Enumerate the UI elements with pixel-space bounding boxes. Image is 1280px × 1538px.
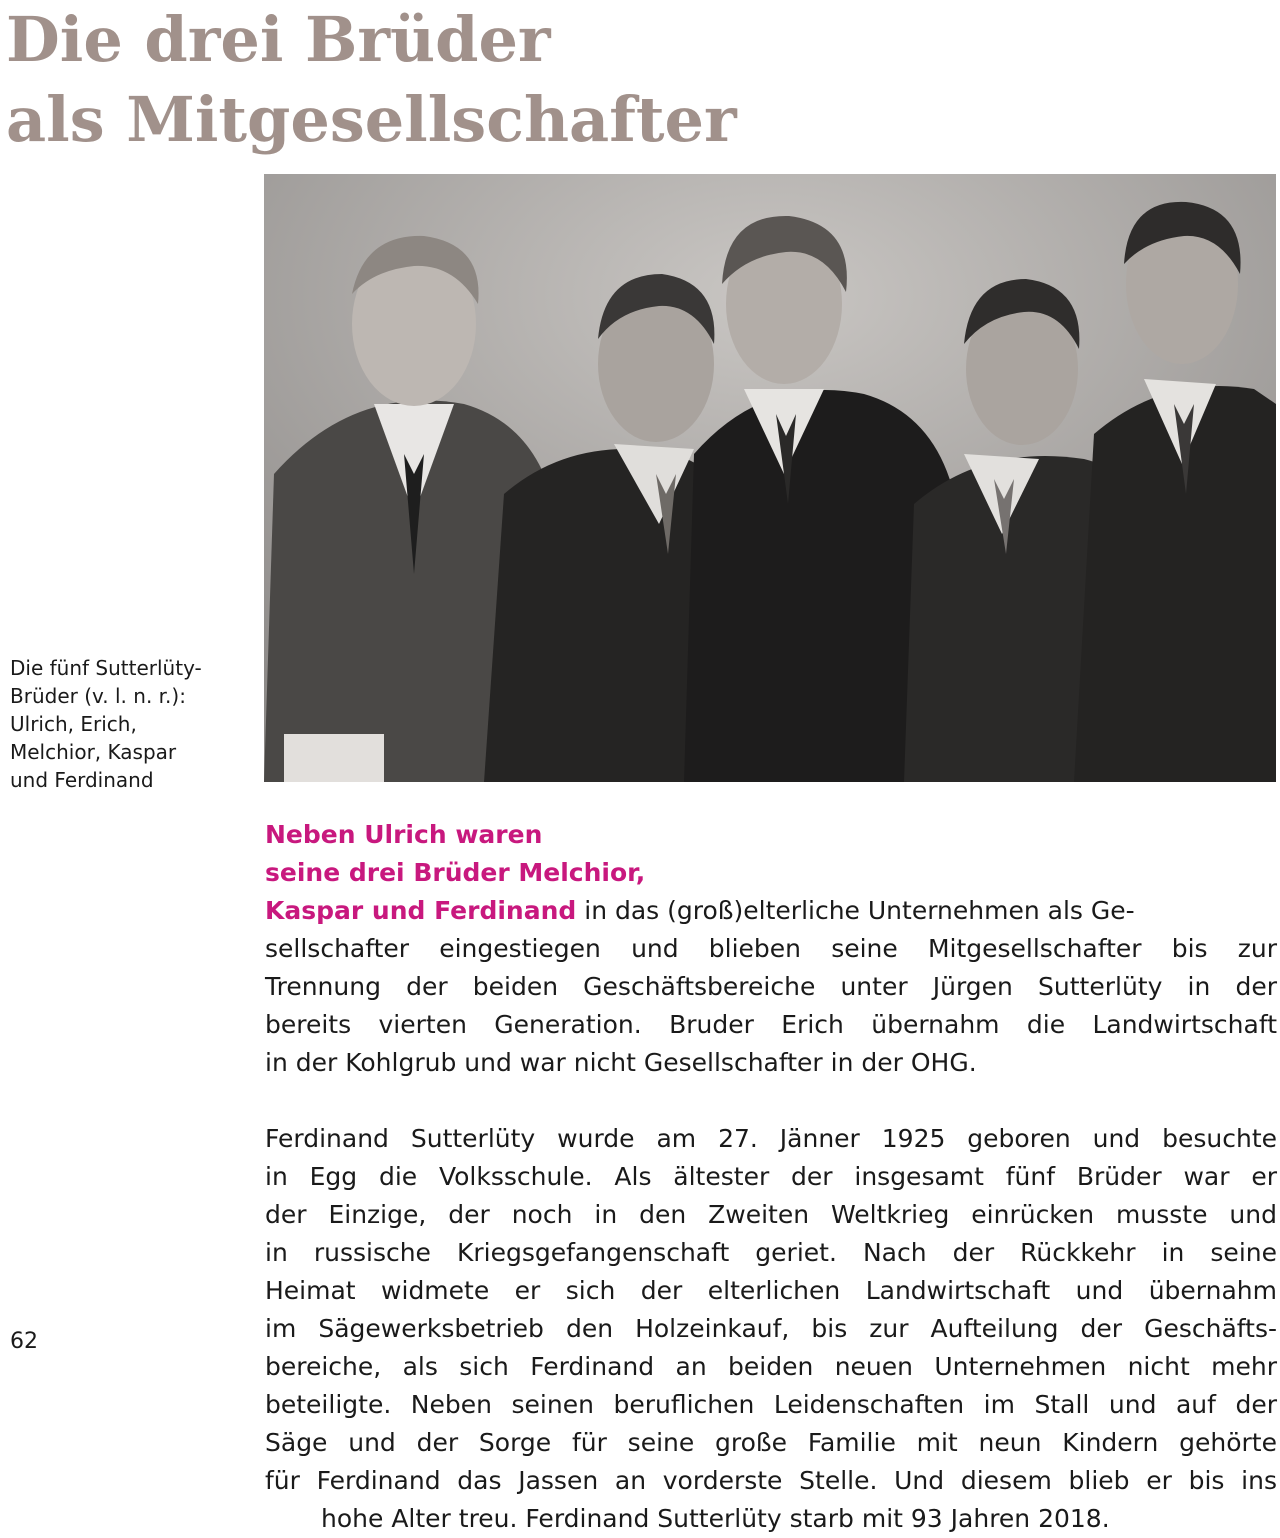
paragraph-line: in Egg die Volksschule. Als ältester der insgesamt fünf Brüder war er (265, 1162, 1277, 1191)
caption-line: Brüder (v. l. n. r.): (10, 684, 186, 708)
caption-line: Melchior, Kaspar (10, 740, 177, 764)
paragraph-line: der Einzige, der noch in den Zweiten Weltkrieg einrücken musste und (265, 1200, 1277, 1229)
paragraph-line: in russische Kriegsgefangenschaft geriet. Nach der Rückkehr in seine (265, 1238, 1277, 1267)
caption-line: und Ferdinand (10, 768, 154, 792)
paragraph-line: sellschafter eingestiegen und blieben seine Mitgesellschafter bis zur (265, 934, 1277, 963)
title-line-2: als Mitgesellschafter (6, 83, 737, 156)
paragraph-line: beteiligte. Neben seinen beruflichen Leidenschaften im Stall und auf der (265, 1390, 1277, 1419)
paragraph-line: bereiche, als sich Ferdinand an beiden neuen Unternehmen nicht mehr (265, 1352, 1277, 1381)
highlight-inline: Kaspar und Ferdinand (265, 896, 577, 925)
paragraph-2 (265, 1120, 1277, 1538)
page-number: 62 (10, 1329, 38, 1354)
group-portrait-photo (264, 174, 1276, 782)
caption-line: Ulrich, Erich, (10, 712, 137, 736)
paragraph-line: Heimat widmete er sich der elterlichen Landwirtschaft und übernahm (265, 1276, 1277, 1305)
paragraph-line: Säge und der Sorge für seine große Familie mit neun Kindern gehörte (265, 1428, 1277, 1457)
paragraph-line: für Ferdinand das Jassen an vorderste Stelle. Und diesem blieb er bis ins (265, 1466, 1277, 1495)
paragraph-line: Ferdinand Sutterlüty wurde am 27. Jänner 1925 geboren und besuchte (265, 1124, 1277, 1153)
paragraph-1 (265, 816, 1277, 1082)
highlight-line: Neben Ulrich waren (265, 820, 543, 849)
title-line-1: Die drei Brüder (6, 3, 551, 76)
photo-caption (10, 654, 250, 794)
paragraph-line: im Sägewerksbetrieb den Holzeinkauf, bis zur Aufteilung der Geschäfts- (265, 1314, 1277, 1343)
photo-illustration (264, 174, 1276, 782)
highlight-line: seine drei Brüder Melchior, (265, 858, 646, 887)
paragraph-line: bereits vierten Generation. Bruder Erich übernahm die Landwirtschaft (265, 1010, 1277, 1039)
paragraph-line: in der Kohlgrub und war nicht Gesellschafter in der OHG. (265, 1048, 977, 1077)
caption-line: Die fünf Sutterlüty- (10, 656, 202, 680)
paragraph-text: in das (groß)elterliche Unternehmen als Ge- (576, 896, 1135, 925)
page-title (6, 0, 737, 160)
paragraph-last-line: hohe Alter treu. Ferdinand Sutterlüty starb mit 93 Jahren 2018. (321, 1504, 1110, 1533)
paragraph-line: Trennung der beiden Geschäftsbereiche unter Jürgen Sutterlüty in der (265, 972, 1277, 1001)
